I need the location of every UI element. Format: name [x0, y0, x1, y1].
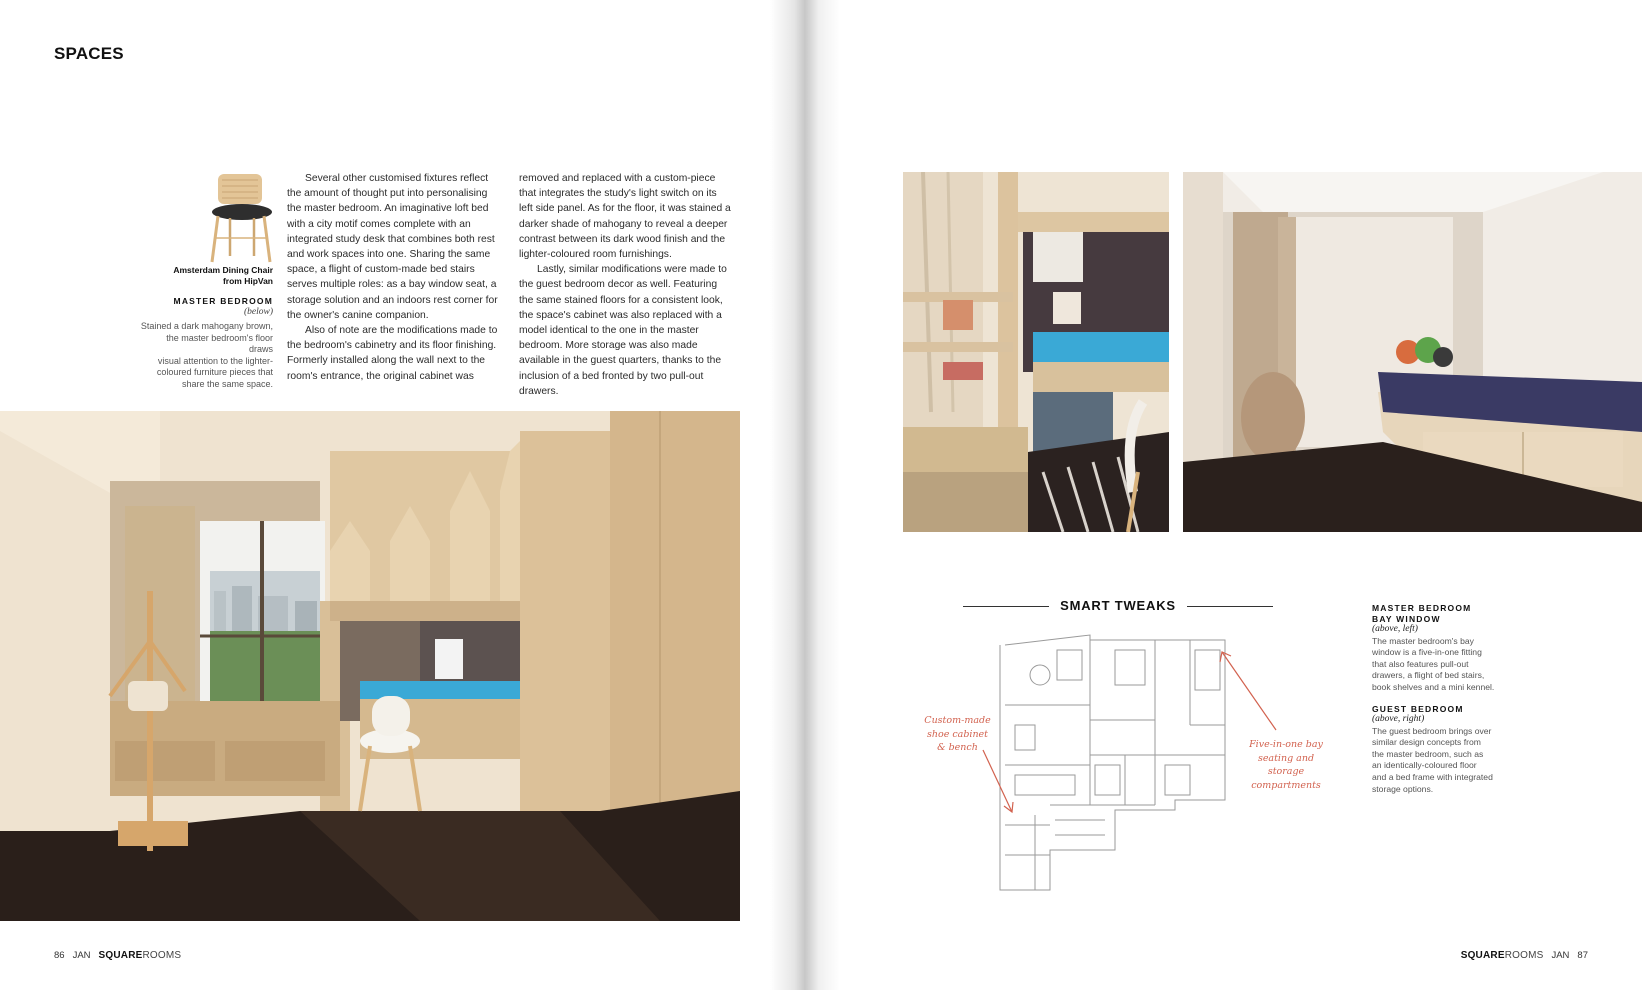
caption-title: GUEST BEDROOM — [1372, 703, 1464, 714]
issue-month: JAN — [1551, 950, 1570, 961]
product-name: Amsterdam Dining Chair — [173, 265, 273, 275]
smart-tweaks-heading — [963, 598, 1273, 616]
guest-bedroom-photo — [1183, 172, 1642, 532]
annotation-line: & bench — [937, 742, 978, 753]
spacer — [1372, 694, 1502, 704]
caption-line: visual attention to the lighter- — [157, 355, 273, 366]
folio-left — [54, 950, 181, 961]
caption-title: MASTER BEDROOM — [1372, 603, 1472, 613]
caption-line: and a bed frame with integrated — [1372, 772, 1493, 783]
caption-line: the master bedroom's floor draws — [166, 332, 273, 354]
annotation-line: compartments — [1251, 779, 1321, 791]
right-captions — [1372, 603, 1502, 795]
chair-caption — [140, 265, 273, 390]
paragraph: Several other customised fixtures reflect the amount of thought put into personalising the master bedroom. An imaginative loft bed with a city motif comes complete with an integrated study desk that combines both rest and work spaces into one. Sharing the same space, a flight of custom-made bed stairs serves multiple roles: as a bay window seat, a storage solution and an indoors rest corner for the owner's canine companion. — [287, 173, 498, 321]
caption-direction: (above, right) — [1372, 714, 1425, 725]
brand-logo: SQUAREROOMS — [98, 950, 182, 961]
annotation-line: shoe cabinet — [926, 728, 989, 740]
caption-line: The master bedroom's bay — [1372, 635, 1474, 646]
page-number: 87 — [1577, 950, 1588, 961]
caption-line: similar design concepts from — [1372, 737, 1481, 748]
paragraph: removed and replaced with a custom-piece that integrates the study's light switch on its left side panel. As for the floor, it was stained a darker shade of mahogany to reveal a deeper contrast between its dark wood finish and the lighter-coloured room furnishings. — [519, 173, 731, 261]
caption-line: storage options. — [1372, 783, 1434, 794]
bay-window-photo — [903, 172, 1169, 532]
annotation-bay-seating — [1240, 738, 1332, 792]
paragraph: Lastly, similar modifications were made to the guest bedroom decor as well. Featuring the same stained floors for a consistent look, the space's cabinet was also replaced with a model identical to the one in the master bedroom. More storage was also made available in the guest quarters, thanks to the inclusion of a bed fronted by two pull-out drawers. — [519, 264, 727, 397]
caption-line: an identically-coloured floor — [1372, 760, 1477, 771]
annotation-shoe-cabinet — [915, 714, 1000, 755]
caption-line: coloured furniture pieces that — [156, 367, 273, 377]
caption-line: share the same space. — [181, 378, 273, 389]
caption-line: drawers, a flight of bed stairs, — [1372, 670, 1485, 681]
caption-direction: (above, left) — [1372, 624, 1418, 634]
smart-tweaks-title: SMART TWEAKS — [1060, 598, 1176, 613]
master-bedroom-photo — [0, 411, 740, 921]
caption-line: book shelves and a mini kennel. — [1372, 681, 1495, 692]
article-column-1 — [287, 171, 499, 384]
heading-rule-right — [1187, 606, 1273, 607]
product-source: from HipVan — [222, 276, 273, 286]
photo-caption-title: MASTER BEDROOM — [173, 296, 273, 306]
photo-caption-direction: (below) — [243, 307, 273, 317]
caption-line: Stained a dark mahogany brown, — [140, 321, 273, 331]
folio-right — [1461, 950, 1588, 961]
caption-line: the master bedroom, such as — [1372, 748, 1484, 759]
left-page — [0, 0, 805, 990]
caption-line: The guest bedroom brings over — [1372, 725, 1492, 736]
section-label: SPACES — [54, 44, 124, 63]
page-number: 86 — [54, 950, 65, 961]
chair-image — [208, 172, 274, 264]
brand-logo: SQUAREROOMS — [1460, 950, 1544, 961]
annotation-line: Custom-made — [924, 715, 991, 726]
photo-caption-body — [140, 321, 273, 390]
article-column-2 — [519, 171, 731, 399]
paragraph: Also of note are the modifications made to the bedroom's cabinetry and its floor finishing. Formerly installed along the wall next to the room's entrance, the original cabinet was — [287, 325, 498, 382]
caption-title: BAY WINDOW — [1372, 613, 1441, 624]
annotation-line: Five-in-one bay — [1249, 739, 1323, 750]
issue-month: JAN — [72, 950, 91, 961]
caption-line: window is a five-in-one fitting — [1372, 647, 1482, 658]
annotation-line: seating and storage — [1257, 752, 1315, 777]
caption-line: that also features pull-out — [1372, 658, 1469, 669]
